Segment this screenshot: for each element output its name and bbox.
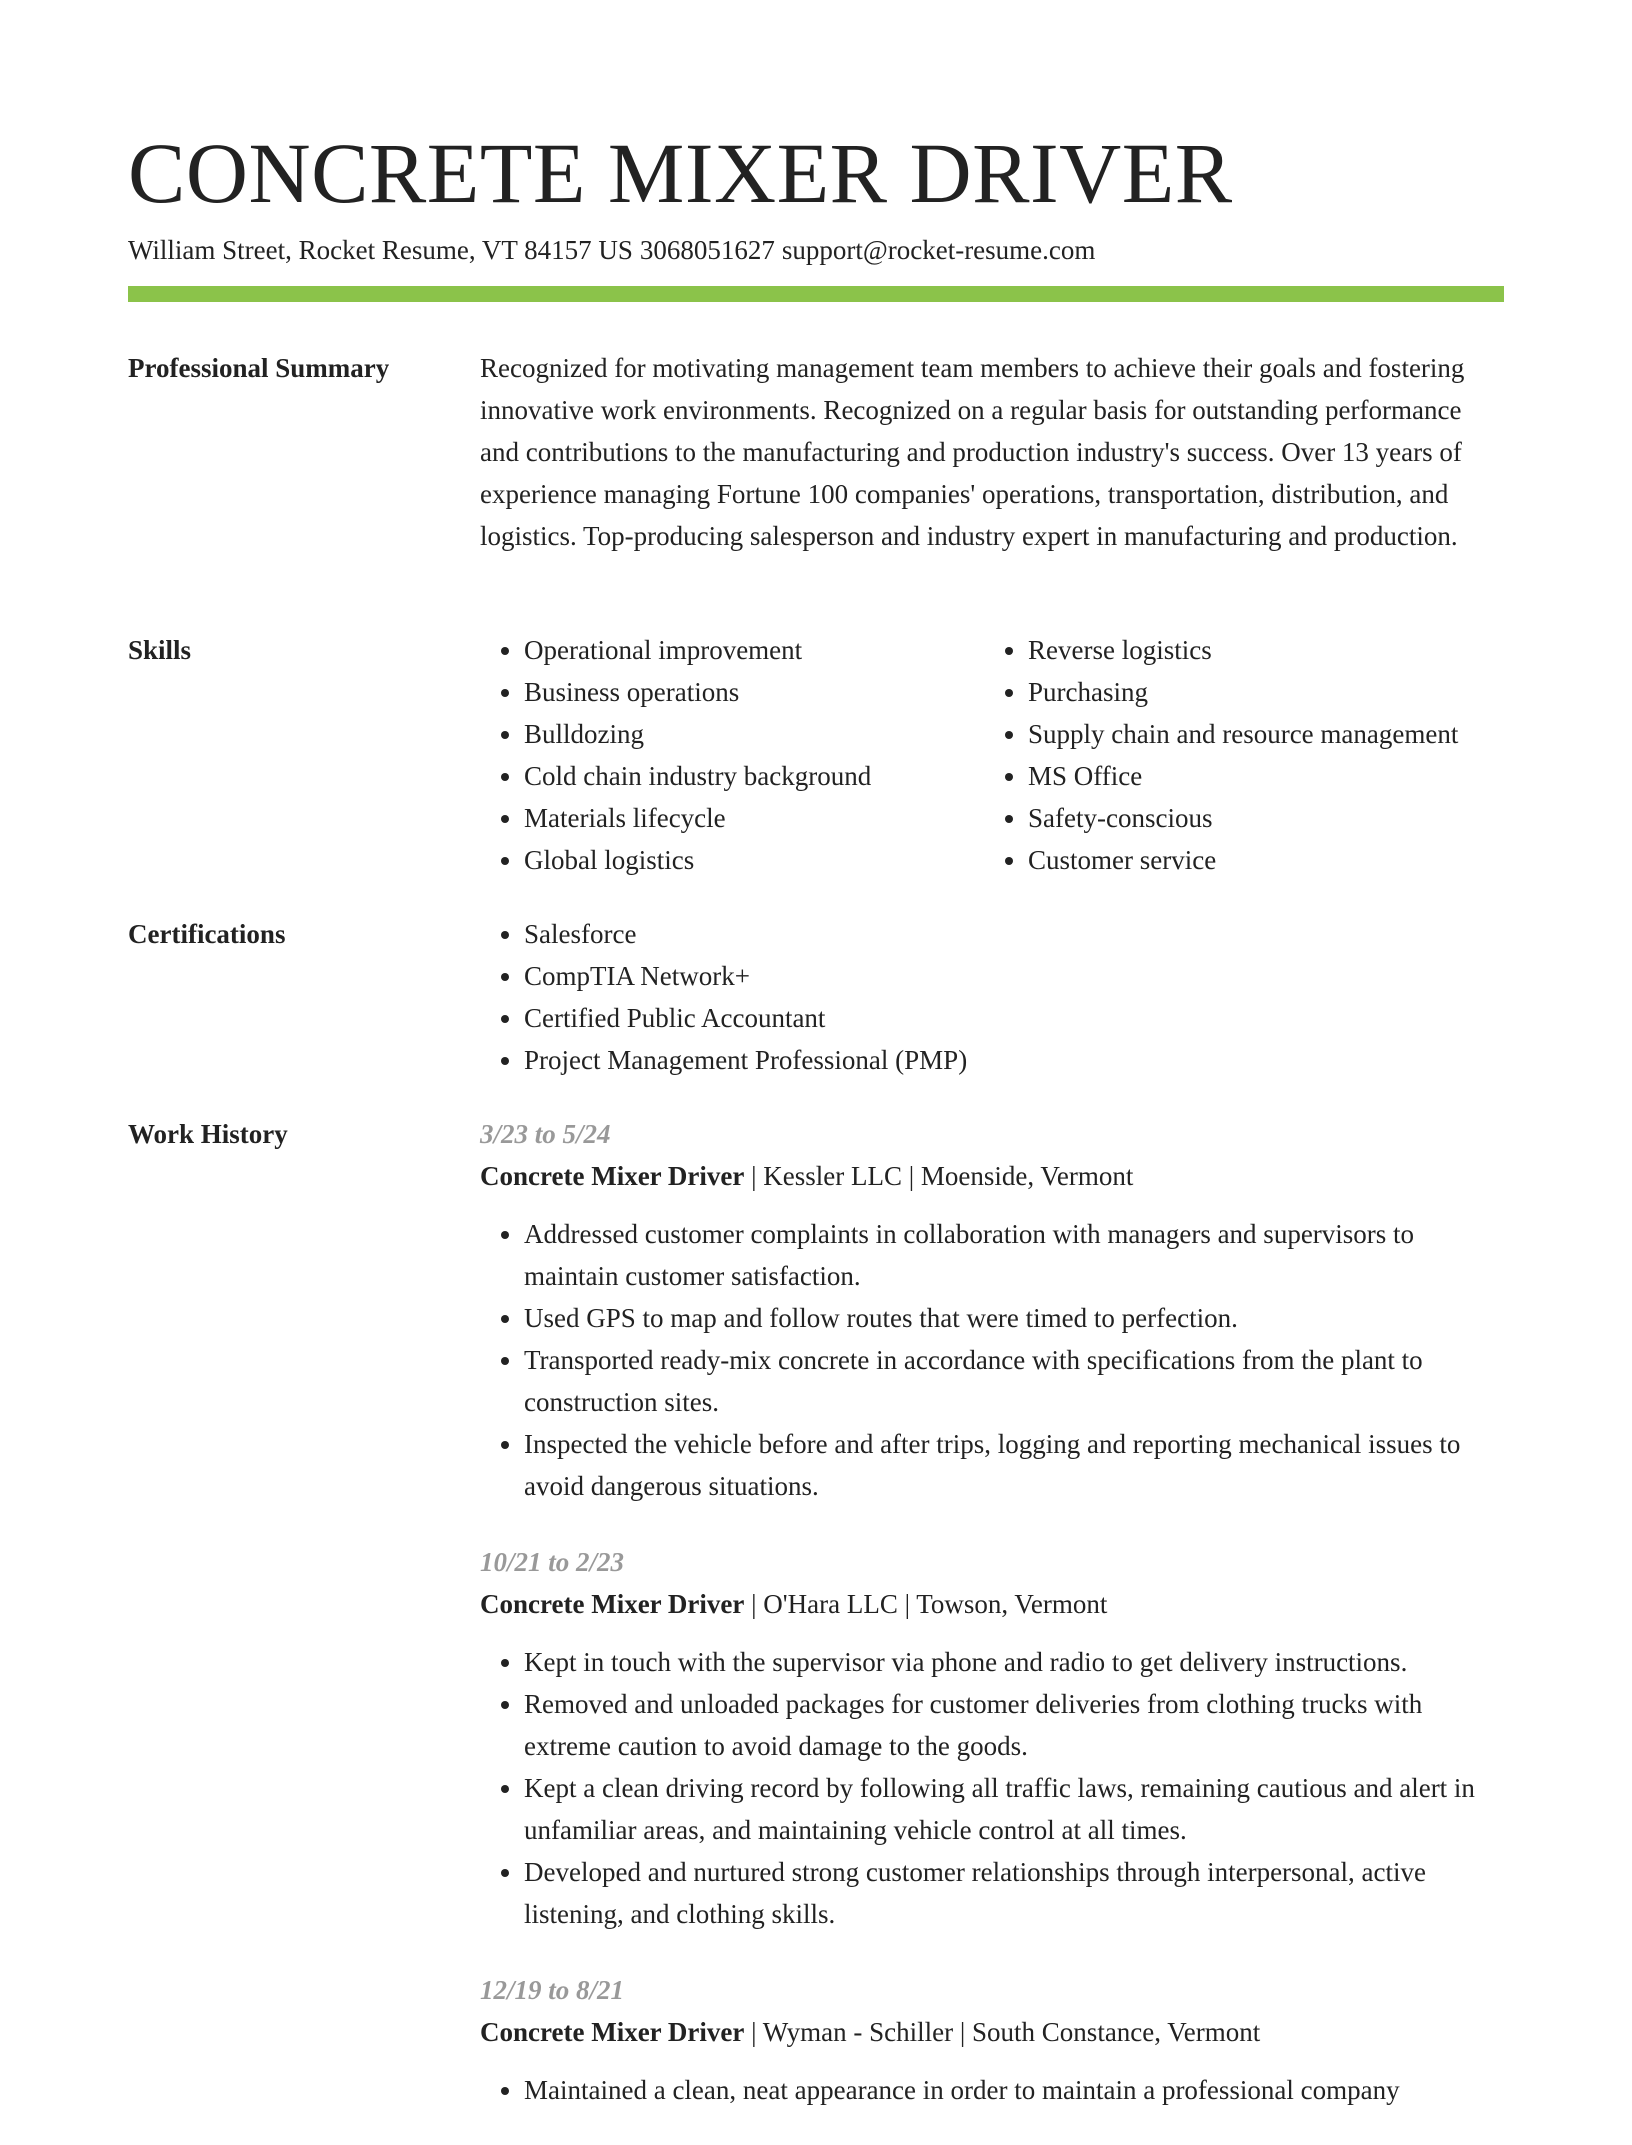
skill-item: • Purchasing [1028, 671, 1458, 713]
job-separator: | [751, 1161, 757, 1191]
section-title-summary: Professional Summary [128, 353, 390, 383]
skill-item: • Safety-conscious [1028, 797, 1458, 839]
job-title: Concrete Mixer Driver [480, 2017, 745, 2047]
job-entry [480, 1541, 1504, 1935]
certification-item: • Salesforce [524, 913, 1504, 955]
work-history-body [480, 1113, 1504, 2145]
job-dates: 10/21 to 2/23 [480, 1547, 625, 1577]
header-divider [128, 286, 1504, 302]
section-title-work-history: Work History [128, 1119, 288, 1149]
job-title: Concrete Mixer Driver [480, 1161, 745, 1191]
job-bullet: • Transported ready-mix concrete in accordance with specifications from the plant to construction sites. [524, 1339, 1504, 1423]
skills-columns [480, 629, 1504, 881]
job-heading [480, 1583, 1504, 1625]
job-location: Moenside, Vermont [920, 1161, 1134, 1191]
contact-email: support@rocket-resume.com [781, 235, 1096, 265]
certifications-body [480, 913, 1504, 1081]
job-bullet: • Inspected the vehicle before and after trips, logging and reporting mechanical issues to avoid dangerous situations. [524, 1423, 1504, 1507]
summary-body [480, 347, 1504, 557]
job-bullet: • Kept a clean driving record by following all traffic laws, remaining cautious and alert in unfamiliar areas, and maintaining vehicle control at all times. [524, 1767, 1504, 1851]
job-company: Kessler LLC [763, 1161, 902, 1191]
job-bullet: • Removed and unloaded packages for customer deliveries from clothing trucks with extreme caution to avoid damage to the goods. [524, 1683, 1504, 1767]
section-title-skills: Skills [128, 635, 192, 665]
skill-item: • Materials lifecycle [524, 797, 984, 839]
job-dates: 12/19 to 8/21 [480, 1975, 625, 2005]
skill-item: • Cold chain industry background [524, 755, 984, 797]
skills-list-left [480, 629, 984, 881]
certification-item: • CompTIA Network+ [524, 955, 1504, 997]
job-entry [480, 1113, 1504, 1507]
resume-name: CONCRETE MIXER DRIVER [128, 125, 1233, 221]
job-company: Wyman - Schiller [762, 2017, 954, 2047]
skill-item: • Bulldozing [524, 713, 984, 755]
job-bullets [480, 1641, 1504, 1935]
job-separator: | [904, 1589, 911, 1619]
job-location: Towson, Vermont [916, 1589, 1108, 1619]
job-separator: | [908, 1161, 915, 1191]
job-heading [480, 2011, 1504, 2053]
job-bullets [480, 2069, 1504, 2111]
job-separator: | [751, 2017, 757, 2047]
skill-item: • Business operations [524, 671, 984, 713]
skill-item: • MS Office [1028, 755, 1458, 797]
skill-item: • Global logistics [524, 839, 984, 881]
job-bullet: • Addressed customer complaints in collaboration with managers and supervisors to maintain customer satisfaction. [524, 1213, 1504, 1297]
skill-item: • Supply chain and resource management [1028, 713, 1458, 755]
contact-info [128, 232, 1095, 268]
job-bullet: • Kept in touch with the supervisor via phone and radio to get delivery instructions. [524, 1641, 1504, 1683]
job-heading [480, 1155, 1504, 1197]
certification-item: • Project Management Professional (PMP) [524, 1039, 1504, 1081]
skill-item: • Reverse logistics [1028, 629, 1458, 671]
job-bullets [480, 1213, 1504, 1507]
section-title-certifications: Certifications [128, 919, 286, 949]
contact-address: William Street, Rocket Resume, VT 84157 US [128, 235, 633, 265]
job-dates: 3/23 to 5/24 [480, 1119, 611, 1149]
job-entry [480, 1969, 1504, 2111]
job-bullet: • Developed and nurtured strong customer relationships through interpersonal, active listening, and clothing skills. [524, 1851, 1504, 1935]
job-company: O'Hara LLC [763, 1589, 898, 1619]
skill-item: • Customer service [1028, 839, 1458, 881]
job-title: Concrete Mixer Driver [480, 1589, 745, 1619]
job-bullet: • Maintained a clean, neat appearance in order to maintain a professional company [524, 2069, 1504, 2111]
contact-phone: 3068051627 [639, 235, 775, 265]
job-separator: | [751, 1589, 757, 1619]
job-bullet: • Used GPS to map and follow routes that were timed to perfection. [524, 1297, 1504, 1339]
certification-item: • Certified Public Accountant [524, 997, 1504, 1039]
job-separator: | [959, 2017, 966, 2047]
summary-text: Recognized for motivating management team members to achieve their goals and fostering innovative work environments. Recognized on a regular basis for outstanding performance and contributions to the manufacturing and production industry's success. Over 13 years of experience managing Fortune 100 companies' operations, transportation, distribution, and logistics. Top-producing salesperson and industry expert in manufacturing and production. [480, 353, 1465, 551]
job-location: South Constance, Vermont [972, 2017, 1261, 2047]
skill-item: • Operational improvement [524, 629, 984, 671]
skills-list-right [984, 629, 1458, 881]
certifications-list [480, 913, 1504, 1081]
